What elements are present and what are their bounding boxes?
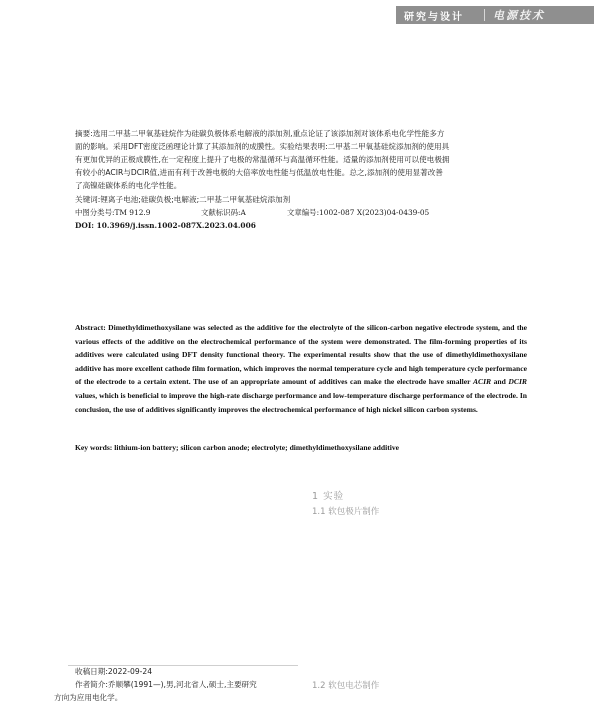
document-code: 文献标识码:A [201,208,246,217]
author-bio: 作者简介:乔顺攀(1991—),男,河北省人,硕士,主要研究 [75,680,257,689]
section-heading-experiment: 1 实验 [312,491,345,502]
article-number: 文章编号:1002-087 X(2023)04-0439-05 [287,208,430,217]
abstract-cn-line: 了高镍硅碳体系的电化学性能。 [75,181,182,190]
abstract-cn-line: 有较小的ACIR与DCIR值,进而有利于改善电极的大倍率放电性能与低温放电性能。总之,添加剂的使用显著改善 [75,168,443,177]
received-date: 收稿日期:2022-09-24 [75,667,153,676]
subsection-heading-cell: 1.2 软包电芯制作 [312,681,380,691]
acir-term: ACIR [472,377,492,387]
abstract-english [75,321,527,416]
dcir-term: DCIR [508,377,527,387]
abstract-cn-line: 面的影响。采用DFT密度泛函理论计算了其添加剂的成膜性。实验结果表明:二甲基二甲氧基硅烷添加剂的使用具 [75,142,450,151]
abstract-en-text: values, which is beneficial to improve the high-rate discharge performance and low-temperature discharge performance of the electrode. In conclusion, the use of additives significantly improves the electrochemical performance of high nickel silicon carbon systems. [75,390,527,414]
doi: DOI: 10.3969/j.issn.1002-087X.2023.04.006 [75,221,256,230]
abstract-cn-line: 摘要:选用二甲基二甲氧基硅烷作为硅碳负极体系电解液的添加剂,重点论证了该添加剂对该体系电化学性能多方 [75,129,445,138]
keywords-chinese: 关键词:锂离子电池;硅碳负极;电解液;二甲基二甲氧基硅烷添加剂 [75,195,291,204]
running-header [396,6,594,24]
abstract-chinese [75,127,530,192]
abstract-cn-line: 有更加优异的正极成膜性,在一定程度上提升了电极的常温循环与高温循环性能。适量的添加剂使用可以使电极拥 [75,155,450,164]
keywords-english: Key words: lithium-ion battery; silicon carbon anode; electrolyte; dimethyldimethoxysilane additive [75,443,400,452]
author-bio-continued: 方向为应用电化学。 [54,693,123,702]
header-journal-name: 电源技术 [493,9,545,22]
clc-number: 中图分类号:TM 912.9 [75,208,151,217]
subsection-heading-electrode: 1.1 软包极片制作 [312,507,380,517]
abstract-en-text: and [491,377,509,387]
abstract-en-text: Abstract: Dimethyldimethoxysilane was selected as the additive for the electrolyte of the silicon-carbon negative electrode system, and the various effects of the additive on the electrochemical performance of the system were demonstrated. The film-forming properties of its additives were calculated using DFT density functional theory. The experimental results show that the use of dimethyldimethoxysilane additive has more excellent cathode film formation, which improves the normal temperature cycle and high temperature cycle performance of the electrode to a certain extent. The use of an appropriate amount of additives can make the electrode have smaller [75,323,527,387]
header-section-label: 研究与设计 [404,11,464,23]
classification-meta [75,206,530,219]
